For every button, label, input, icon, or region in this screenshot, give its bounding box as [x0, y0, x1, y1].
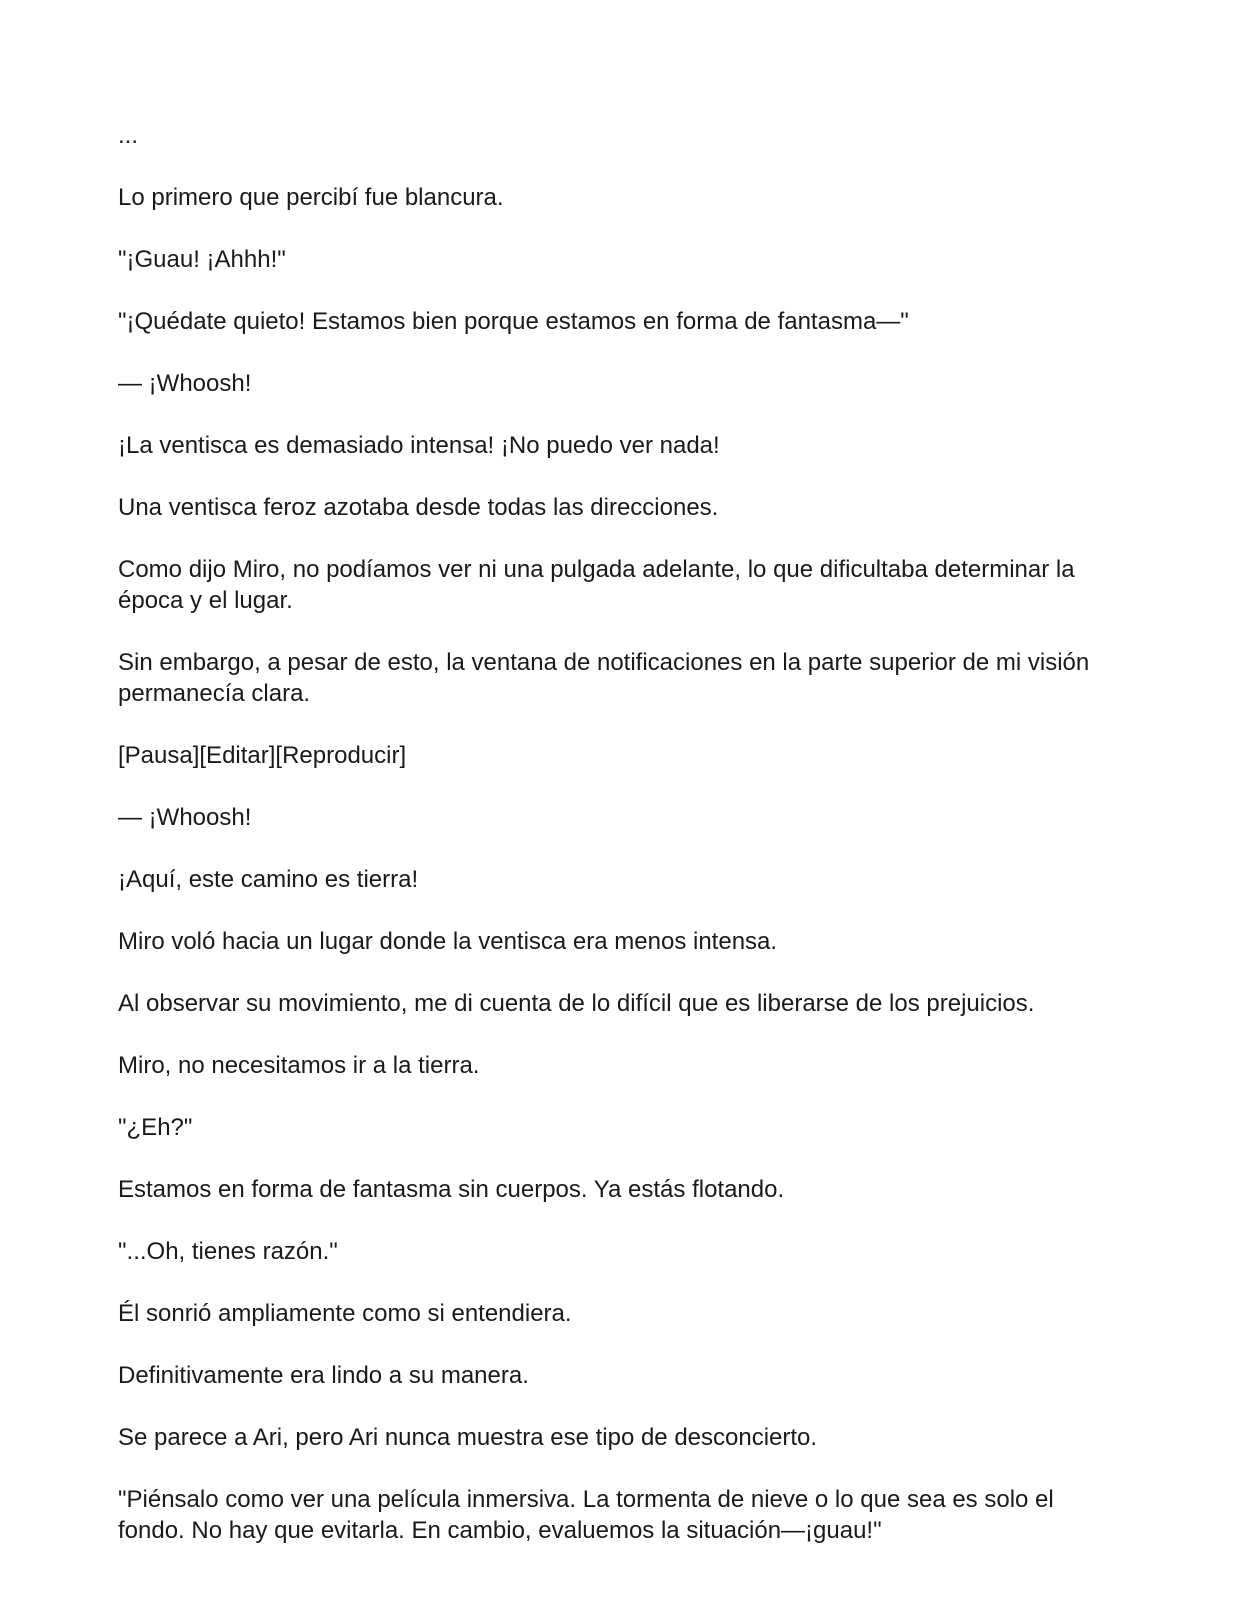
document-page: [118, 120, 1118, 1577]
paragraph: — ¡Whoosh!: [118, 370, 252, 397]
paragraph: Sin embargo, a pesar de esto, la ventana de notificaciones en la parte superior de mi visión permanecía clara.: [118, 649, 1090, 707]
paragraph: Miro, no necesitamos ir a la tierra.: [118, 1052, 480, 1079]
paragraph: Una ventisca feroz azotaba desde todas las direcciones.: [118, 494, 719, 521]
paragraph: Lo primero que percibí fue blancura.: [118, 184, 504, 211]
paragraph: Se parece a Ari, pero Ari nunca muestra ese tipo de desconcierto.: [118, 1424, 818, 1451]
paragraph: ¡Aquí, este camino es tierra!: [118, 866, 419, 893]
paragraph: — ¡Whoosh!: [118, 804, 252, 831]
paragraph: "¡Guau! ¡Ahhh!": [118, 246, 286, 273]
paragraph-bracket-menu: [Pausa][Editar][Reproducir]: [118, 742, 407, 769]
paragraph: Como dijo Miro, no podíamos ver ni una pulgada adelante, lo que dificultaba determinar la época y el lugar.: [118, 556, 1075, 614]
paragraph-ellipsis: ...: [118, 122, 139, 149]
paragraph: Al observar su movimiento, me di cuenta de lo difícil que es liberarse de los prejuicios.: [118, 990, 1035, 1017]
paragraph: ¡La ventisca es demasiado intensa! ¡No puedo ver nada!: [118, 432, 720, 459]
paragraph: Miro voló hacia un lugar donde la ventisca era menos intensa.: [118, 928, 778, 955]
paragraph: Él sonrió ampliamente como si entendiera.: [118, 1300, 572, 1327]
paragraph: "¡Quédate quieto! Estamos bien porque estamos en forma de fantasma—": [118, 308, 909, 335]
paragraph: "Piénsalo como ver una película inmersiva. La tormenta de nieve o lo que sea es solo el fondo. No hay que evitarla. En cambio, evaluemos la situación—¡guau!": [118, 1486, 1054, 1544]
paragraph: Estamos en forma de fantasma sin cuerpos. Ya estás flotando.: [118, 1176, 785, 1203]
paragraph: "¿Eh?": [118, 1114, 193, 1141]
paragraph: Definitivamente era lindo a su manera.: [118, 1362, 529, 1389]
paragraph: "...Oh, tienes razón.": [118, 1238, 338, 1265]
